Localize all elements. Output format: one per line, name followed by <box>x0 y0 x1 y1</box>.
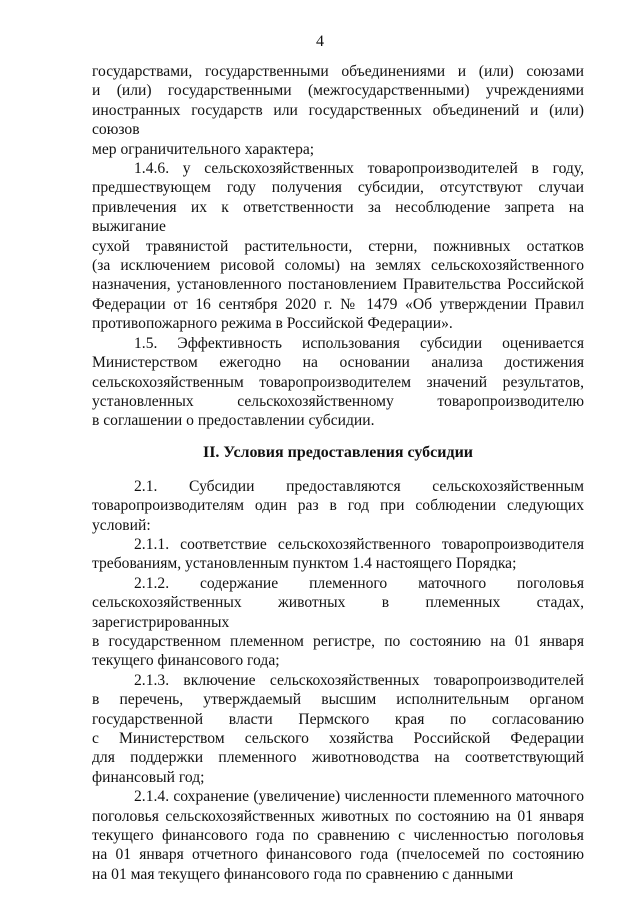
text-line: 1.5. Эффективность использования субсидии оценивается <box>134 334 584 352</box>
text-line: текущего финансового года по сравнению с численностью поголовья <box>92 827 584 845</box>
text-line: государственной власти Пермского края по согласованию <box>92 710 584 728</box>
text-line: 2.1.4. сохранение (увеличение) численности племенного маточного <box>134 788 584 806</box>
text-line: противопожарного режима в Российской Федерации». <box>92 315 453 333</box>
text-line: 2.1.2. содержание племенного маточного поголовья <box>134 574 584 592</box>
text-line: Министерством ежегодно на основании анализа достижения <box>92 354 584 372</box>
text-line: Федерации от 16 сентября 2020 г. № 1479 «Об утверждении Правил <box>92 295 584 313</box>
paragraph-p1_5 <box>92 334 584 431</box>
text-line: в соглашении о предоставлении субсидии. <box>92 412 375 430</box>
text-line: предшествующем году получения субсидии, отсутствуют случаи <box>92 179 584 197</box>
text-line: назначения, установленного постановлением Правительства Российской <box>92 276 584 294</box>
text-line: финансовый год; <box>92 768 205 786</box>
text-line: 2.1.1. соответствие сельскохозяйственного товаропроизводителя <box>134 535 584 553</box>
paragraph-p0 <box>92 62 584 159</box>
text-line: требованиям, установленным пунктом 1.4 настоящего Порядка; <box>92 555 517 573</box>
section-i-end <box>92 62 584 431</box>
text-line: для поддержки племенного животноводства на соответствующий <box>92 749 584 767</box>
text-line: 2.1. Субсидии предоставляются сельскохозяйственным <box>134 477 584 495</box>
text-line: на 01 мая текущего финансового года по сравнению с данными <box>92 865 514 883</box>
document-body <box>92 62 584 884</box>
text-line: 1.4.6. у сельскохозяйственных товаропроизводителей в году, <box>134 160 584 178</box>
text-line: в государственном племенном регистре, по состоянию на 01 января <box>92 632 584 650</box>
text-line: текущего финансового года; <box>92 652 280 670</box>
section-ii-start <box>92 477 584 885</box>
text-line: государствами, государственными объединениями и (или) союзами <box>92 63 584 80</box>
text-line: (за исключением рисовой соломы) на землях сельскохозяйственного <box>92 257 584 275</box>
text-line: поголовья сельскохозяйственных животных по состоянию на 01 января <box>92 807 584 825</box>
text-line: сельскохозяйственных животных в племенных стадах, зарегистрированных <box>92 594 584 631</box>
text-line: иностранных государств или государственных объединений и (или) союзов <box>92 101 584 139</box>
section-heading: II. Условия предоставления субсидии <box>202 443 474 461</box>
page-number: 4 <box>316 33 324 50</box>
text-line: сухой травянистой растительности, стерни, пожнивных остатков <box>92 237 584 255</box>
text-line: 2.1.3. включение сельскохозяйственных товаропроизводителей <box>134 671 584 689</box>
text-line: с Министерством сельского хозяйства Российской Федерации <box>92 730 584 747</box>
text-line: товаропроизводителям один раз в год при соблюдении следующих <box>92 497 584 515</box>
text-line: условий: <box>92 516 151 534</box>
text-line: сельскохозяйственным товаропроизводителем значений результатов, <box>92 373 584 391</box>
paragraph-p1_4_6 <box>92 159 584 334</box>
paragraph-p2_1 <box>92 477 584 535</box>
paragraph-p2_1_4 <box>92 787 584 884</box>
text-line: привлечения их к ответственности за несоблюдение запрета на выжигание <box>92 198 584 236</box>
paragraph-p2_1_2 <box>92 574 584 671</box>
text-line: в перечень, утверждаемый высшим исполнительным органом <box>92 691 584 709</box>
text-line: установленных сельскохозяйственному товаропроизводителю <box>92 392 584 410</box>
paragraph-p2_1_1 <box>92 535 584 574</box>
text-line: мер ограничительного характера; <box>92 140 315 158</box>
paragraph-p2_1_3 <box>92 671 584 787</box>
text-line: и (или) государственными (межгосударственными) учреждениями <box>92 82 584 100</box>
text-line: на 01 января отчетного финансового года (пчелосемей по состоянию <box>92 846 584 864</box>
